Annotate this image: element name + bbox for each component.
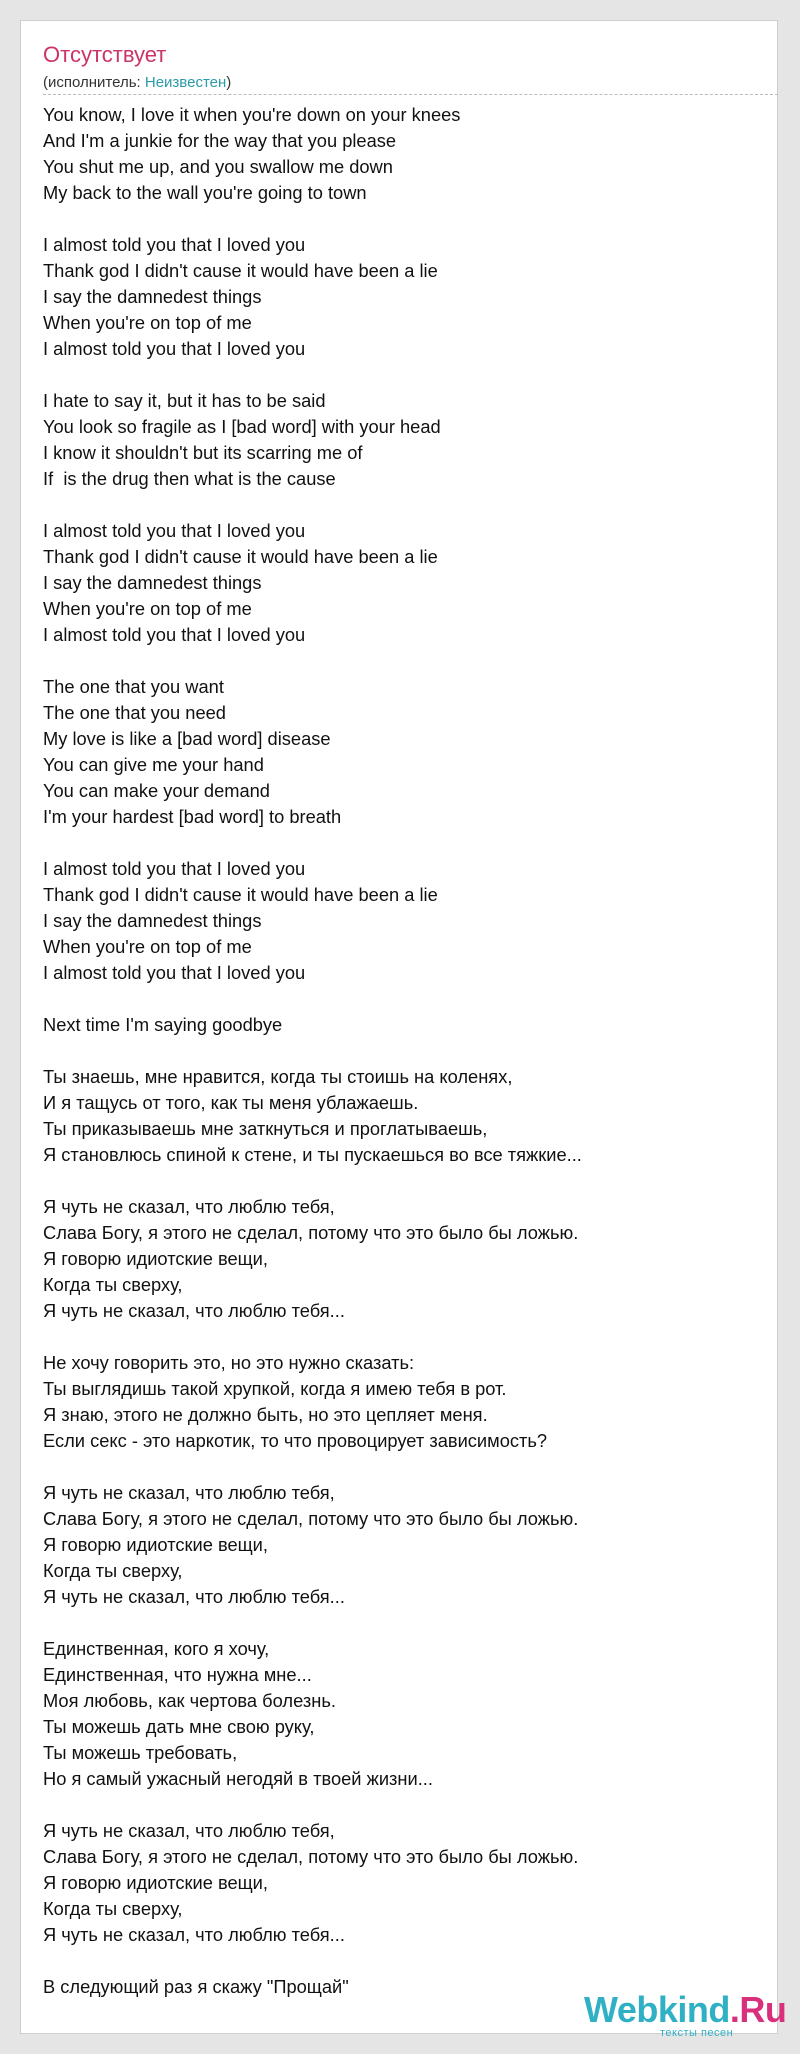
performer-prefix: (исполнитель: bbox=[43, 74, 145, 91]
webkind-logo[interactable] bbox=[584, 1989, 787, 2040]
lyrics-card bbox=[20, 20, 787, 2039]
lyric-line: Thank god I didn't cause it would have been a lie bbox=[43, 884, 438, 905]
lyric-line: I say the damnedest things bbox=[43, 910, 262, 931]
lyric-line: Ты можешь требовать, bbox=[43, 1742, 238, 1763]
lyric-line: Next time I'm saying goodbye bbox=[43, 1014, 283, 1035]
lyric-line: Я становлюсь спиной к стене, и ты пускаешься во все тяжкие... bbox=[43, 1144, 582, 1165]
stanza-break bbox=[43, 362, 763, 388]
lyric-line: I almost told you that I loved you bbox=[43, 962, 306, 983]
lyric-line: Когда ты сверху, bbox=[43, 1274, 183, 1295]
lyrics-text bbox=[43, 102, 763, 2000]
song-title: Отсутствует bbox=[43, 42, 167, 67]
stanza-break bbox=[43, 830, 763, 856]
lyric-line: Ты приказываешь мне заткнуться и проглатываешь, bbox=[43, 1118, 488, 1139]
lyric-line: Ты знаешь, мне нравится, когда ты стоишь на коленях, bbox=[43, 1066, 513, 1087]
lyric-line: You know, I love it when you're down on your knees bbox=[43, 104, 461, 125]
lyric-line: Когда ты сверху, bbox=[43, 1560, 183, 1581]
lyric-line: Не хочу говорить это, но это нужно сказать: bbox=[43, 1352, 415, 1373]
lyric-line: The one that you want bbox=[43, 676, 224, 697]
lyric-line: You can make your demand bbox=[43, 780, 270, 801]
lyric-line: Я чуть не сказал, что люблю тебя, bbox=[43, 1482, 335, 1503]
logo-wordmark bbox=[584, 1989, 787, 2030]
lyric-line: Когда ты сверху, bbox=[43, 1898, 183, 1919]
lyric-line: Если секс - это наркотик, то что провоцирует зависимость? bbox=[43, 1430, 548, 1451]
lyric-line: My back to the wall you're going to town bbox=[43, 182, 367, 203]
lyric-line: I almost told you that I loved you bbox=[43, 338, 306, 359]
stanza-break bbox=[43, 1324, 763, 1350]
lyric-line: В следующий раз я скажу "Прощай" bbox=[43, 1976, 349, 1997]
logo-word: Webkind bbox=[584, 1989, 730, 2030]
lyric-line: И я тащусь от того, как ты меня ублажаешь. bbox=[43, 1092, 419, 1113]
stanza-break bbox=[43, 1948, 763, 1974]
lyric-line: Я чуть не сказал, что люблю тебя, bbox=[43, 1820, 335, 1841]
lyric-line: Я знаю, этого не должно быть, но это цепляет меня. bbox=[43, 1404, 488, 1425]
stanza-break bbox=[43, 1038, 763, 1064]
lyric-line: I say the damnedest things bbox=[43, 572, 262, 593]
lyric-line: When you're on top of me bbox=[43, 312, 252, 333]
stanza-break bbox=[43, 1610, 763, 1636]
lyric-line: Ты можешь дать мне свою руку, bbox=[43, 1716, 315, 1737]
logo-domain: .Ru bbox=[729, 1989, 787, 2030]
lyric-line: You shut me up, and you swallow me down bbox=[43, 156, 393, 177]
lyric-line: Ты выглядишь такой хрупкой, когда я имею тебя в рот. bbox=[43, 1378, 507, 1399]
lyric-line: Я чуть не сказал, что люблю тебя... bbox=[43, 1586, 345, 1607]
lyric-line: You look so fragile as I [bad word] with your head bbox=[43, 416, 441, 437]
lyric-line: Я чуть не сказал, что люблю тебя... bbox=[43, 1924, 345, 1945]
lyric-line: Слава Богу, я этого не сделал, потому что это было бы ложью. bbox=[43, 1846, 579, 1867]
lyric-line: Слава Богу, я этого не сделал, потому что это было бы ложью. bbox=[43, 1222, 579, 1243]
lyric-line: Я говорю идиотские вещи, bbox=[43, 1534, 268, 1555]
lyric-line: I almost told you that I loved you bbox=[43, 624, 306, 645]
lyric-line: I almost told you that I loved you bbox=[43, 234, 306, 255]
lyric-line: And I'm a junkie for the way that you please bbox=[43, 130, 397, 151]
performer-suffix: ) bbox=[226, 74, 232, 91]
lyric-line: You can give me your hand bbox=[43, 754, 264, 775]
lyric-line: Слава Богу, я этого не сделал, потому что это было бы ложью. bbox=[43, 1508, 579, 1529]
lyric-line: Thank god I didn't cause it would have been a lie bbox=[43, 546, 438, 567]
performer-line bbox=[43, 75, 231, 90]
lyric-line: Я чуть не сказал, что люблю тебя... bbox=[43, 1300, 345, 1321]
lyric-line: Я говорю идиотские вещи, bbox=[43, 1248, 268, 1269]
lyric-line: I say the damnedest things bbox=[43, 286, 262, 307]
lyric-line: I almost told you that I loved you bbox=[43, 858, 306, 879]
lyric-line: I'm your hardest [bad word] to breath bbox=[43, 806, 342, 827]
lyric-line: I know it shouldn't but its scarring me of bbox=[43, 442, 363, 463]
lyric-line: Моя любовь, как чертова болезнь. bbox=[43, 1690, 336, 1711]
stanza-break bbox=[43, 1168, 763, 1194]
lyric-line: My love is like a [bad word] disease bbox=[43, 728, 331, 749]
lyric-line: Но я самый ужасный негодяй в твоей жизни... bbox=[43, 1768, 433, 1789]
lyric-line: If is the drug then what is the cause bbox=[43, 468, 336, 489]
performer-link[interactable]: Неизвестен bbox=[144, 74, 227, 91]
lyric-line: When you're on top of me bbox=[43, 598, 252, 619]
logo-tagline: тексты песен bbox=[660, 2027, 734, 2039]
stanza-break bbox=[43, 1792, 763, 1818]
lyric-line: Я чуть не сказал, что люблю тебя, bbox=[43, 1196, 335, 1217]
lyric-line: Thank god I didn't cause it would have been a lie bbox=[43, 260, 438, 281]
stanza-break bbox=[43, 986, 763, 1012]
lyric-line: Единственная, что нужна мне... bbox=[43, 1664, 312, 1685]
stanza-break bbox=[43, 206, 763, 232]
lyric-line: I almost told you that I loved you bbox=[43, 520, 306, 541]
lyric-line: The one that you need bbox=[43, 702, 226, 723]
header-divider bbox=[43, 94, 778, 95]
lyric-line: I hate to say it, but it has to be said bbox=[43, 390, 326, 411]
lyric-line: Единственная, кого я хочу, bbox=[43, 1638, 270, 1659]
stanza-break bbox=[43, 648, 763, 674]
stanza-break bbox=[43, 492, 763, 518]
lyric-line: When you're on top of me bbox=[43, 936, 252, 957]
lyric-line: Я говорю идиотские вещи, bbox=[43, 1872, 268, 1893]
stanza-break bbox=[43, 1454, 763, 1480]
